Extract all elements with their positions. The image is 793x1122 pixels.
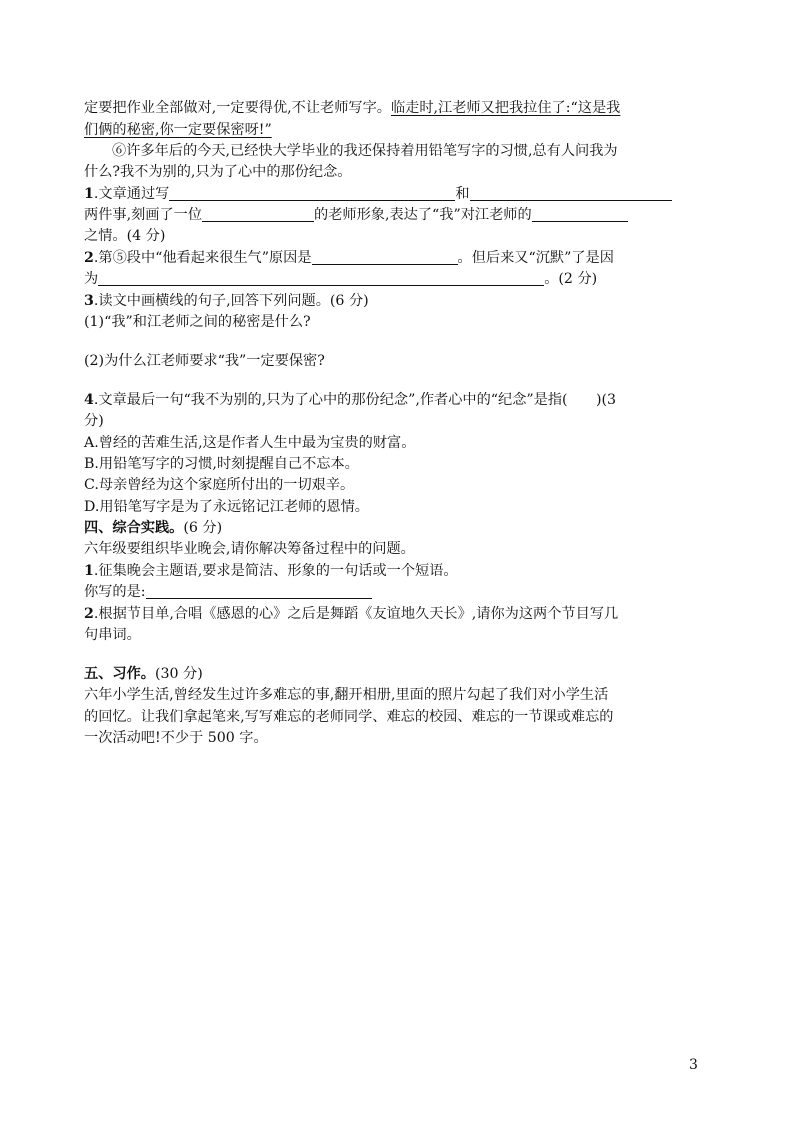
- section-4-heading: 四、综合实践。(6 分): [84, 520, 223, 536]
- section-4-prompt-1: 1.征集晚会主题语,要求是简洁、形象的一句话或一个短语。: [84, 563, 458, 579]
- answer-blank[interactable]: [202, 207, 314, 222]
- passage-line-2: 们俩的秘密,你一定要保密呀!”: [84, 122, 272, 138]
- question-3: 3.读文中画横线的句子,回答下列问题。(6 分): [84, 293, 369, 309]
- passage-line-4: 什么?我不为别的,只为了心中的那份纪念。: [84, 164, 352, 180]
- question-2-line-2: 为 。(2 分): [84, 271, 598, 287]
- option-a: A.曾经的苦难生活,这是作者人生中最为宝贵的财富。: [84, 435, 416, 451]
- passage-line-3: ⑥许多年后的今天,已经快大学毕业的我还保持着用铅笔写字的习惯,总有人问我为: [112, 143, 618, 159]
- page-number: 3: [689, 1057, 698, 1073]
- option-b: B.用铅笔写字的习惯,时刻提醒自己不忘本。: [84, 456, 359, 472]
- question-4-line-2: 分): [84, 413, 104, 429]
- question-3-sub-2: (2)为什么江老师要求“我”一定要保密?: [84, 353, 325, 369]
- answer-blank[interactable]: [532, 207, 628, 222]
- section-4-prompt-2-line-2: 句串词。: [84, 627, 141, 643]
- question-1-line-2: 两件事,刻画了一位 的老师形象,表达了“我”对江老师的: [84, 205, 628, 225]
- passage-line-1: 定要把作业全部做对,一定要得优,不让老师写字。临走时,江老师又把我拉住了:“这是我: [84, 100, 621, 116]
- section-4-intro: 六年级要组织毕业晚会,请你解决筹备过程中的问题。: [84, 541, 415, 557]
- section-5-text-1: 六年小学生活,曾经发生过许多难忘的事,翻开相册,里面的照片勾起了我们对小学生活: [84, 687, 609, 703]
- answer-blank[interactable]: [98, 271, 544, 286]
- answer-blank[interactable]: [169, 186, 455, 201]
- underlined-sentence: 临走时,江老师又把我拉住了:“这是我: [390, 100, 621, 116]
- answer-blank[interactable]: [470, 186, 672, 201]
- question-2-line-1: 2.第⑤段中“他看起来很生气”原因是 。但后来又“沉默”了是因: [84, 250, 614, 266]
- answer-blank[interactable]: [146, 584, 372, 599]
- question-4-line-1: 4.文章最后一句“我不为别的,只为了心中的那份纪念”,作者心中的“纪念”是指( )(3: [84, 392, 617, 408]
- option-c: C.母亲曾经为这个家庭所付出的一切艰辛。: [84, 477, 355, 493]
- section-4-prompt-2-line-1: 2.根据节目单,合唱《感恩的心》之后是舞蹈《友谊地久天长》,请你为这两个节目写几: [84, 606, 619, 622]
- section-5-text-2: 的回忆。让我们拿起笔来,写写难忘的老师同学、难忘的校园、难忘的一节课或难忘的: [84, 709, 614, 725]
- question-1-line-1: 1.文章通过写 和: [84, 184, 672, 204]
- question-3-sub-1: (1)“我”和江老师之间的秘密是什么?: [84, 314, 311, 330]
- section-5-text-3: 一次活动吧!不少于 500 字。: [84, 730, 268, 746]
- question-1-line-3: 之情。(4 分): [84, 228, 166, 244]
- answer-blank[interactable]: [312, 250, 458, 265]
- option-d: D.用铅笔写字是为了永远铭记江老师的恩情。: [84, 499, 369, 515]
- section-4-answer-line: 你写的是:: [84, 582, 372, 602]
- section-5-heading: 五、习作。(30 分): [84, 666, 203, 682]
